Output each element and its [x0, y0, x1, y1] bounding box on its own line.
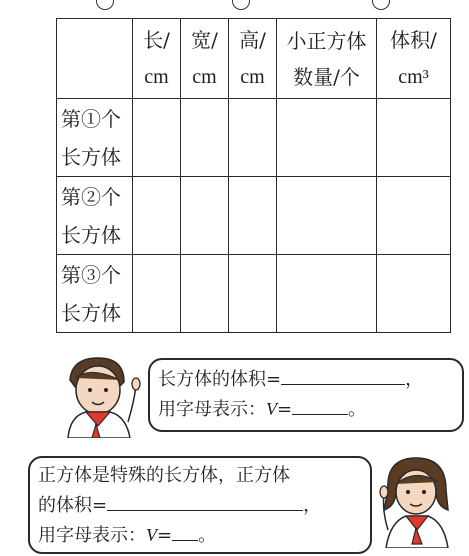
blank-cell[interactable]: [229, 99, 277, 177]
blank-cell[interactable]: [277, 255, 377, 333]
volume-label: 长方体的体积=: [158, 369, 282, 390]
blank-cell[interactable]: [133, 99, 181, 177]
header-length: 长/ cm: [133, 19, 181, 99]
comma: ，: [405, 369, 424, 390]
corner-cell: [57, 19, 133, 99]
formula-label: 用字母表示：: [38, 525, 146, 546]
period: 。: [198, 525, 217, 546]
blank-cell[interactable]: [181, 177, 229, 255]
cube-statement: 正方体是特殊的长方体，正方体: [38, 465, 290, 486]
blank-cell[interactable]: [277, 99, 377, 177]
blank-cell[interactable]: [377, 255, 451, 333]
table-row: [57, 177, 451, 255]
blank-cell[interactable]: [229, 177, 277, 255]
table-row: [57, 99, 451, 177]
equals: =: [157, 525, 173, 546]
header-cube-count: 小正方体 数量/个: [277, 19, 377, 99]
var-v: V: [266, 399, 277, 419]
data-table: [56, 18, 451, 333]
row-label: 第②个 长方体: [57, 177, 133, 255]
equals: =: [277, 399, 293, 420]
header-volume: 体积/ cm³: [377, 19, 451, 99]
formula-label: 用字母表示：: [158, 399, 266, 420]
cropped-circle-marker: [232, 0, 250, 10]
blank-cell[interactable]: [377, 99, 451, 177]
blank-cell[interactable]: [377, 177, 451, 255]
cropped-circle-marker: [372, 0, 390, 10]
row-label: 第③个 长方体: [57, 255, 133, 333]
cropped-circle-marker: [96, 0, 114, 10]
formula-blank[interactable]: [292, 394, 348, 415]
comma: ，: [303, 495, 322, 516]
girl-illustration: [366, 450, 466, 548]
blank-cell[interactable]: [277, 177, 377, 255]
blank-cell[interactable]: [181, 255, 229, 333]
formula-blank[interactable]: [172, 520, 198, 541]
answer-blank[interactable]: [281, 364, 405, 385]
cube-volume-label: 的体积=: [38, 495, 108, 516]
boy-illustration: [50, 352, 155, 438]
girl-speech-bubble: [28, 456, 372, 554]
row-label: 第①个 长方体: [57, 99, 133, 177]
answer-blank[interactable]: [107, 490, 303, 511]
boy-speech-bubble: [148, 358, 464, 432]
period: 。: [348, 399, 367, 420]
blank-cell[interactable]: [181, 99, 229, 177]
header-height: 高/ cm: [229, 19, 277, 99]
blank-cell[interactable]: [229, 255, 277, 333]
header-width: 宽/ cm: [181, 19, 229, 99]
blank-cell[interactable]: [133, 255, 181, 333]
table-row: [57, 255, 451, 333]
header-row: [57, 19, 451, 99]
blank-cell[interactable]: [133, 177, 181, 255]
var-v: V: [146, 525, 157, 545]
